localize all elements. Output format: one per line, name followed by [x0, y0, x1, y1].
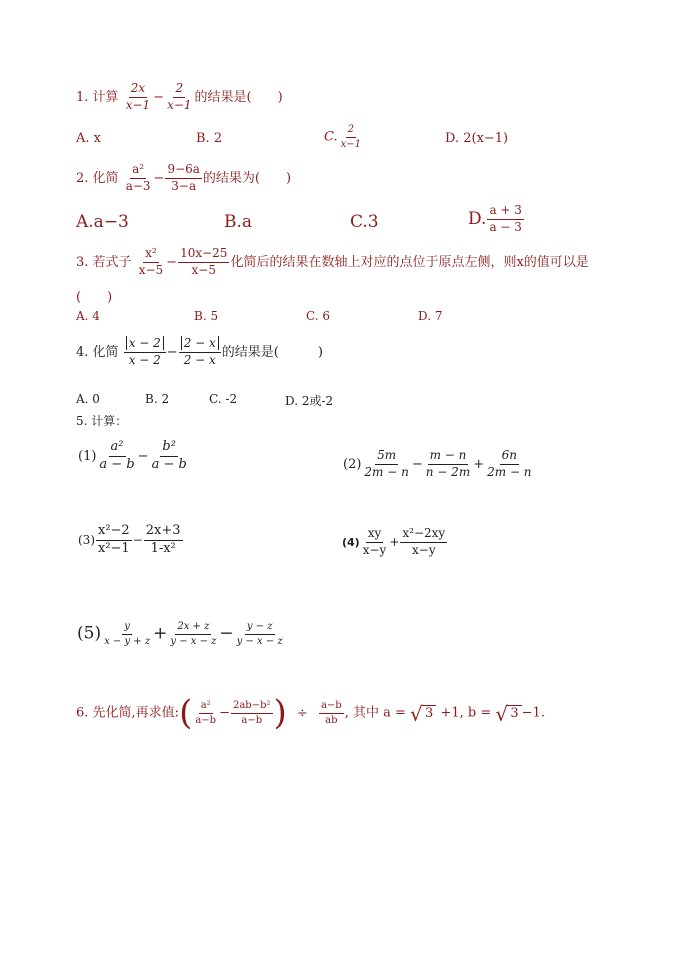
q4-suffix: 的结果是( ) — [221, 344, 323, 360]
q1-option-a: A. x — [76, 131, 101, 146]
q3-option-b: B. 5 — [194, 309, 219, 323]
q5-part-3: (3) $\frac{\text{x²−2}}{\text{x²−1}}$ − $\frac{2x+3}{\text{1-x²}}$ — [78, 523, 181, 556]
q1-operator: − — [153, 89, 165, 105]
q2-fraction-1: $\frac{\text{a²}}{a-3}$ — [125, 162, 151, 193]
question-3 — [76, 247, 589, 278]
q1-option-b: B. 2 — [196, 131, 223, 146]
q1-prefix: 1. 计算 — [76, 89, 119, 105]
q1-option-c: C. $\frac{2}{x-1}$ — [324, 124, 362, 150]
q2-suffix: 的结果为( ) — [202, 170, 292, 186]
q2-operator: − — [153, 170, 165, 186]
q4-fraction-2: $\frac{2 - x}{2 - x}$ — [179, 337, 221, 368]
q2-option-a: A.a−3 — [76, 212, 129, 232]
q3-operator: − — [166, 254, 178, 270]
q2-fraction-2: $\frac{9-6a}{3-a}$ — [167, 162, 200, 193]
q3-option-a: A. 4 — [76, 309, 100, 323]
q3-fraction-1: $\frac{\text{x²}}{x-5}$ — [138, 246, 164, 277]
q6-prefix: 6. 先化简,再求值: — [76, 705, 180, 721]
q5-part-4: (4) $\frac{xy}{x-y}$ + $\frac{\text{x²−2xy}}{x-y}$ — [342, 526, 446, 557]
q1-option-d: D. 2(x−1) — [445, 131, 509, 146]
q4-operator: − — [166, 344, 178, 360]
q5-part-1: (1) $\frac{\text{a²}}{a - b}$ − $\frac{\text{b²}}{a - b}$ — [78, 439, 187, 472]
q4-option-c: C. -2 — [209, 392, 238, 406]
q5-title: 5. 计算： — [76, 414, 128, 428]
q3-suffix: 化简后的结果在数轴上对应的点位于原点左侧，则x的值可以是 — [230, 254, 589, 270]
question-2 — [76, 163, 291, 194]
q1-fraction-2: $\frac{2}{x-1}$ — [167, 81, 192, 112]
q4-fraction-1: $\frac{x - 2}{x - 2}$ — [124, 337, 166, 368]
q2-option-c: C.3 — [350, 212, 379, 232]
q3-option-c: C. 6 — [306, 309, 331, 323]
q4-option-b: B. 2 — [145, 392, 170, 406]
sqrt-symbol-2: √ 3 — [495, 706, 521, 721]
question-4 — [76, 337, 323, 368]
q1-suffix: 的结果是( ) — [194, 89, 283, 105]
q4-option-a: A. 0 — [76, 392, 100, 406]
q2-option-d: D. $\frac{a + 3}{a - 3}$ — [468, 203, 522, 234]
q3-fraction-2: $\frac{10x-25}{x-5}$ — [180, 246, 228, 277]
q4-prefix: 4. 化简 — [76, 344, 119, 360]
q2-option-b: B.a — [224, 212, 253, 232]
sqrt-symbol-1: √ 3 — [410, 706, 436, 721]
question-1 — [76, 82, 283, 113]
q3-paren: ( ) — [76, 290, 113, 305]
q1-fraction-1: $\frac{2x}{x-1}$ — [125, 81, 151, 112]
q4-option-d: D. 2或-2 — [285, 394, 334, 408]
q5-part-2: (2) $\frac{5m}{2m - n}$ − $\frac{m - n}{n - 2m}$ + $\frac{6n}{2m - n}$ — [343, 448, 532, 479]
q5-part-5: (5) $\frac{y}{x - y + z}$ + $\frac{2x + z}{y - x - z}$ − $\frac{y - z}{y - x - z}$ — [77, 621, 283, 647]
q2-prefix: 2. 化简 — [76, 170, 119, 186]
question-6: 6. 先化简,再求值:( $\frac{\text{a²}}{a-b}$ − $\frac{\text{2ab−b²}}{a-b}$ ) ÷ $\frac{a-b}{ab}$ , 其中 a = √ 3 +1, b = √ 3 −1. — [76, 693, 545, 733]
q3-prefix: 3. 若式子 — [76, 254, 132, 270]
q3-option-d: D. 7 — [418, 309, 443, 323]
